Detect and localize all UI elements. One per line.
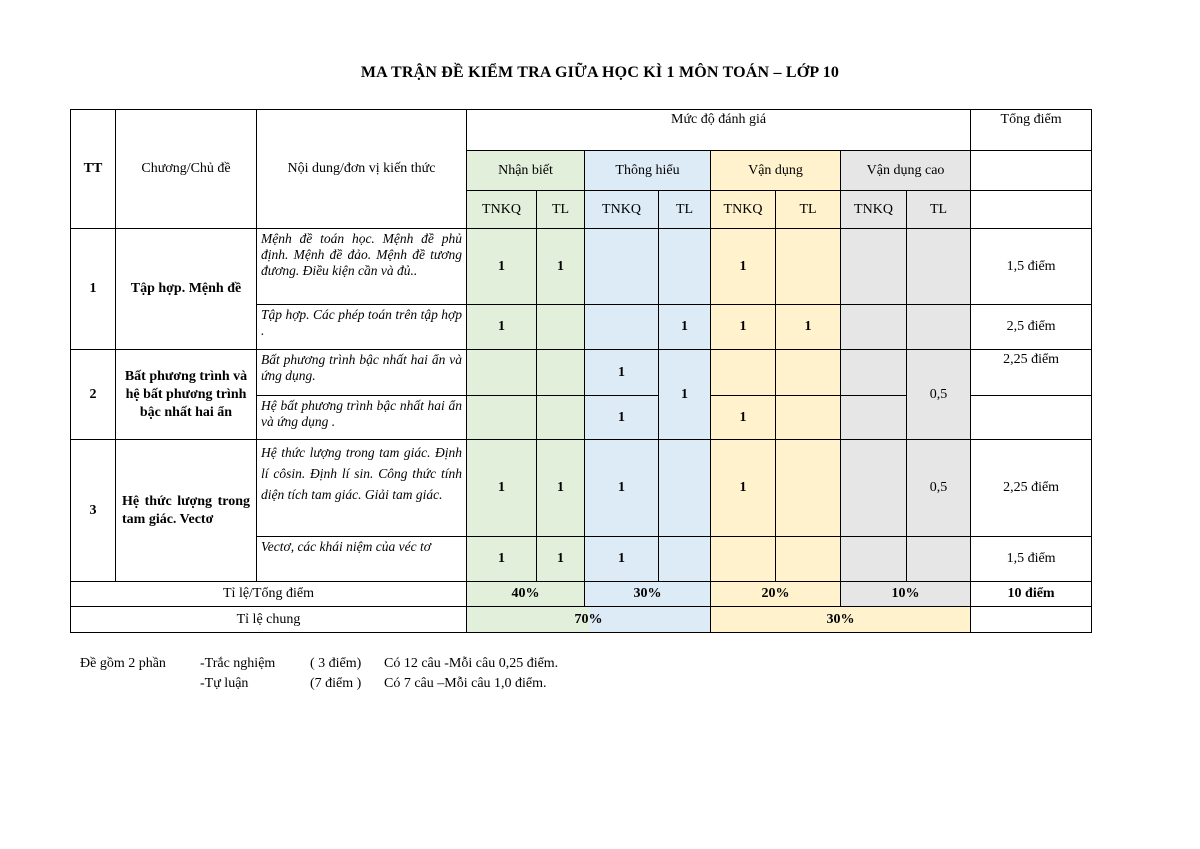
note-type-1: -Trắc nghiệm (200, 656, 276, 671)
summary-ratio-label: Tỉ lệ/Tổng điểm (71, 582, 467, 607)
cell-th-tnkq: 1 (585, 350, 659, 396)
row-content: Hệ bất phương trình bậc nhất hai ẩn và ứng dụng . (257, 396, 467, 440)
cell-vdc-tnkq (841, 305, 907, 350)
header-row-1 (71, 110, 1092, 151)
cell-vd-tnkq: 1 (711, 440, 776, 537)
row-content: Tập hợp. Các phép toán trên tập hợp . (257, 305, 467, 350)
cell-nb-tl (537, 350, 585, 396)
cell-th-tl (659, 537, 711, 582)
table-row (71, 350, 1092, 396)
header-nb-tl: TL (537, 191, 585, 229)
cell-vdc-tl (907, 537, 971, 582)
table-row (71, 229, 1092, 305)
summary-row-general (71, 607, 1092, 633)
cell-th-tl: 1 (659, 350, 711, 440)
cell-vd-tl (776, 537, 841, 582)
row-tt: 3 (71, 440, 116, 582)
cell-vdc-tnkq (841, 537, 907, 582)
cell-nb-tl: 1 (537, 537, 585, 582)
summary-nb: 40% (467, 582, 585, 607)
cell-total: 1,5 điểm (971, 537, 1092, 582)
summary-vdc: 10% (841, 582, 971, 607)
header-thong-hieu: Thông hiểu (585, 151, 711, 191)
cell-vdc-tl: 0,5 (907, 440, 971, 537)
cell-vd-tl: 1 (776, 305, 841, 350)
row-content: Mệnh đề toán học. Mệnh đề phủ định. Mệnh đề đảo. Mệnh đề tương đương. Điều kiện cần và đủ.. (257, 229, 467, 305)
header-content: Nội dung/đơn vị kiến thức (257, 110, 467, 229)
cell-th-tl (659, 229, 711, 305)
summary-th: 30% (585, 582, 711, 607)
cell-vdc-tnkq (841, 440, 907, 537)
summary-general-label: Tỉ lệ chung (71, 607, 467, 633)
header-van-dung: Vận dụng (711, 151, 841, 191)
cell-vdc-tl: 0,5 (907, 350, 971, 440)
exam-structure-note (80, 654, 558, 694)
cell-vd-tnkq: 1 (711, 396, 776, 440)
summary-total: 10 điểm (971, 582, 1092, 607)
note-points-1: ( 3 điểm) (310, 656, 362, 671)
row-content: Bất phương trình bậc nhất hai ẩn và ứng dụng. (257, 350, 467, 396)
cell-nb-tl: 1 (537, 229, 585, 305)
note-line-1 (80, 654, 558, 674)
summary-vd: 20% (711, 582, 841, 607)
note-points-2: (7 điểm ) (310, 676, 362, 691)
summary-row-ratio (71, 582, 1092, 607)
cell-nb-tl: 1 (537, 440, 585, 537)
assessment-matrix-table (70, 109, 1092, 633)
note-line-2 (80, 674, 558, 694)
cell-nb-tnkq: 1 (467, 229, 537, 305)
row-tt: 2 (71, 350, 116, 440)
page-title: MA TRẬN ĐỀ KIỂM TRA GIỮA HỌC KÌ 1 MÔN TOÁN – LỚP 10 (360, 64, 840, 81)
header-van-dung-cao: Vận dụng cao (841, 151, 971, 191)
cell-vdc-tnkq (841, 229, 907, 305)
row-content: Vectơ, các khái niệm của véc tơ (257, 537, 467, 582)
cell-th-tnkq (585, 229, 659, 305)
row-tt: 1 (71, 229, 116, 350)
header-total: Tổng điểm (971, 110, 1092, 151)
header-chapter: Chương/Chủ đề (116, 110, 257, 229)
header-vdc-tnkq: TNKQ (841, 191, 907, 229)
cell-vd-tnkq: 1 (711, 305, 776, 350)
cell-total: 1,5 điểm (971, 229, 1092, 305)
row-chapter: Bất phương trình và hệ bất phương trình bậc nhất hai ẩn (116, 350, 257, 440)
cell-vd-tl (776, 440, 841, 537)
table-row (71, 440, 1092, 537)
header-vdc-tl: TL (907, 191, 971, 229)
cell-vd-tnkq: 1 (711, 229, 776, 305)
header-nb-tnkq: TNKQ (467, 191, 537, 229)
cell-th-tnkq: 1 (585, 396, 659, 440)
cell-total: 2,5 điểm (971, 305, 1092, 350)
header-level: Mức độ đánh giá (467, 110, 971, 151)
cell-total: 2,25 điểm (971, 440, 1092, 537)
cell-nb-tnkq (467, 350, 537, 396)
summary-general-left: 70% (467, 607, 711, 633)
cell-vd-tl (776, 350, 841, 396)
row-chapter: Tập hợp. Mệnh đề (116, 229, 257, 350)
cell-vd-tnkq (711, 350, 776, 396)
row-chapter: Hệ thức lượng trong tam giác. Vectơ (116, 440, 257, 582)
cell-vdc-tl (907, 229, 971, 305)
cell-vd-tnkq (711, 537, 776, 582)
cell-vd-tl (776, 229, 841, 305)
cell-nb-tl (537, 396, 585, 440)
cell-nb-tnkq (467, 396, 537, 440)
note-intro: Đề gồm 2 phần (80, 656, 166, 671)
cell-nb-tnkq: 1 (467, 537, 537, 582)
row-content: Hệ thức lượng trong tam giác. Định lí côsin. Định lí sin. Công thức tính diện tích tam giác. Giải tam giác. (257, 440, 467, 537)
cell-th-tnkq (585, 305, 659, 350)
cell-vdc-tnkq (841, 350, 907, 396)
note-type-2: -Tự luận (200, 676, 249, 691)
header-vd-tl: TL (776, 191, 841, 229)
summary-general-blank (971, 607, 1092, 633)
cell-th-tnkq: 1 (585, 537, 659, 582)
cell-nb-tnkq: 1 (467, 440, 537, 537)
cell-th-tl: 1 (659, 305, 711, 350)
header-nhan-biet: Nhận biết (467, 151, 585, 191)
cell-nb-tl (537, 305, 585, 350)
cell-th-tl (659, 440, 711, 537)
cell-total (971, 396, 1092, 440)
summary-general-right: 30% (711, 607, 971, 633)
header-tt: TT (71, 110, 116, 229)
note-desc-2: Có 7 câu –Mỗi câu 1,0 điểm. (384, 676, 547, 691)
cell-total: 2,25 điểm (971, 350, 1092, 396)
cell-th-tnkq: 1 (585, 440, 659, 537)
cell-vdc-tnkq (841, 396, 907, 440)
header-total-blank (971, 151, 1092, 191)
header-th-tl: TL (659, 191, 711, 229)
cell-nb-tnkq: 1 (467, 305, 537, 350)
header-th-tnkq: TNKQ (585, 191, 659, 229)
header-total-blank-2 (971, 191, 1092, 229)
cell-vdc-tl (907, 305, 971, 350)
cell-vd-tl (776, 396, 841, 440)
header-vd-tnkq: TNKQ (711, 191, 776, 229)
note-desc-1: Có 12 câu -Mỗi câu 0,25 điểm. (384, 656, 559, 671)
